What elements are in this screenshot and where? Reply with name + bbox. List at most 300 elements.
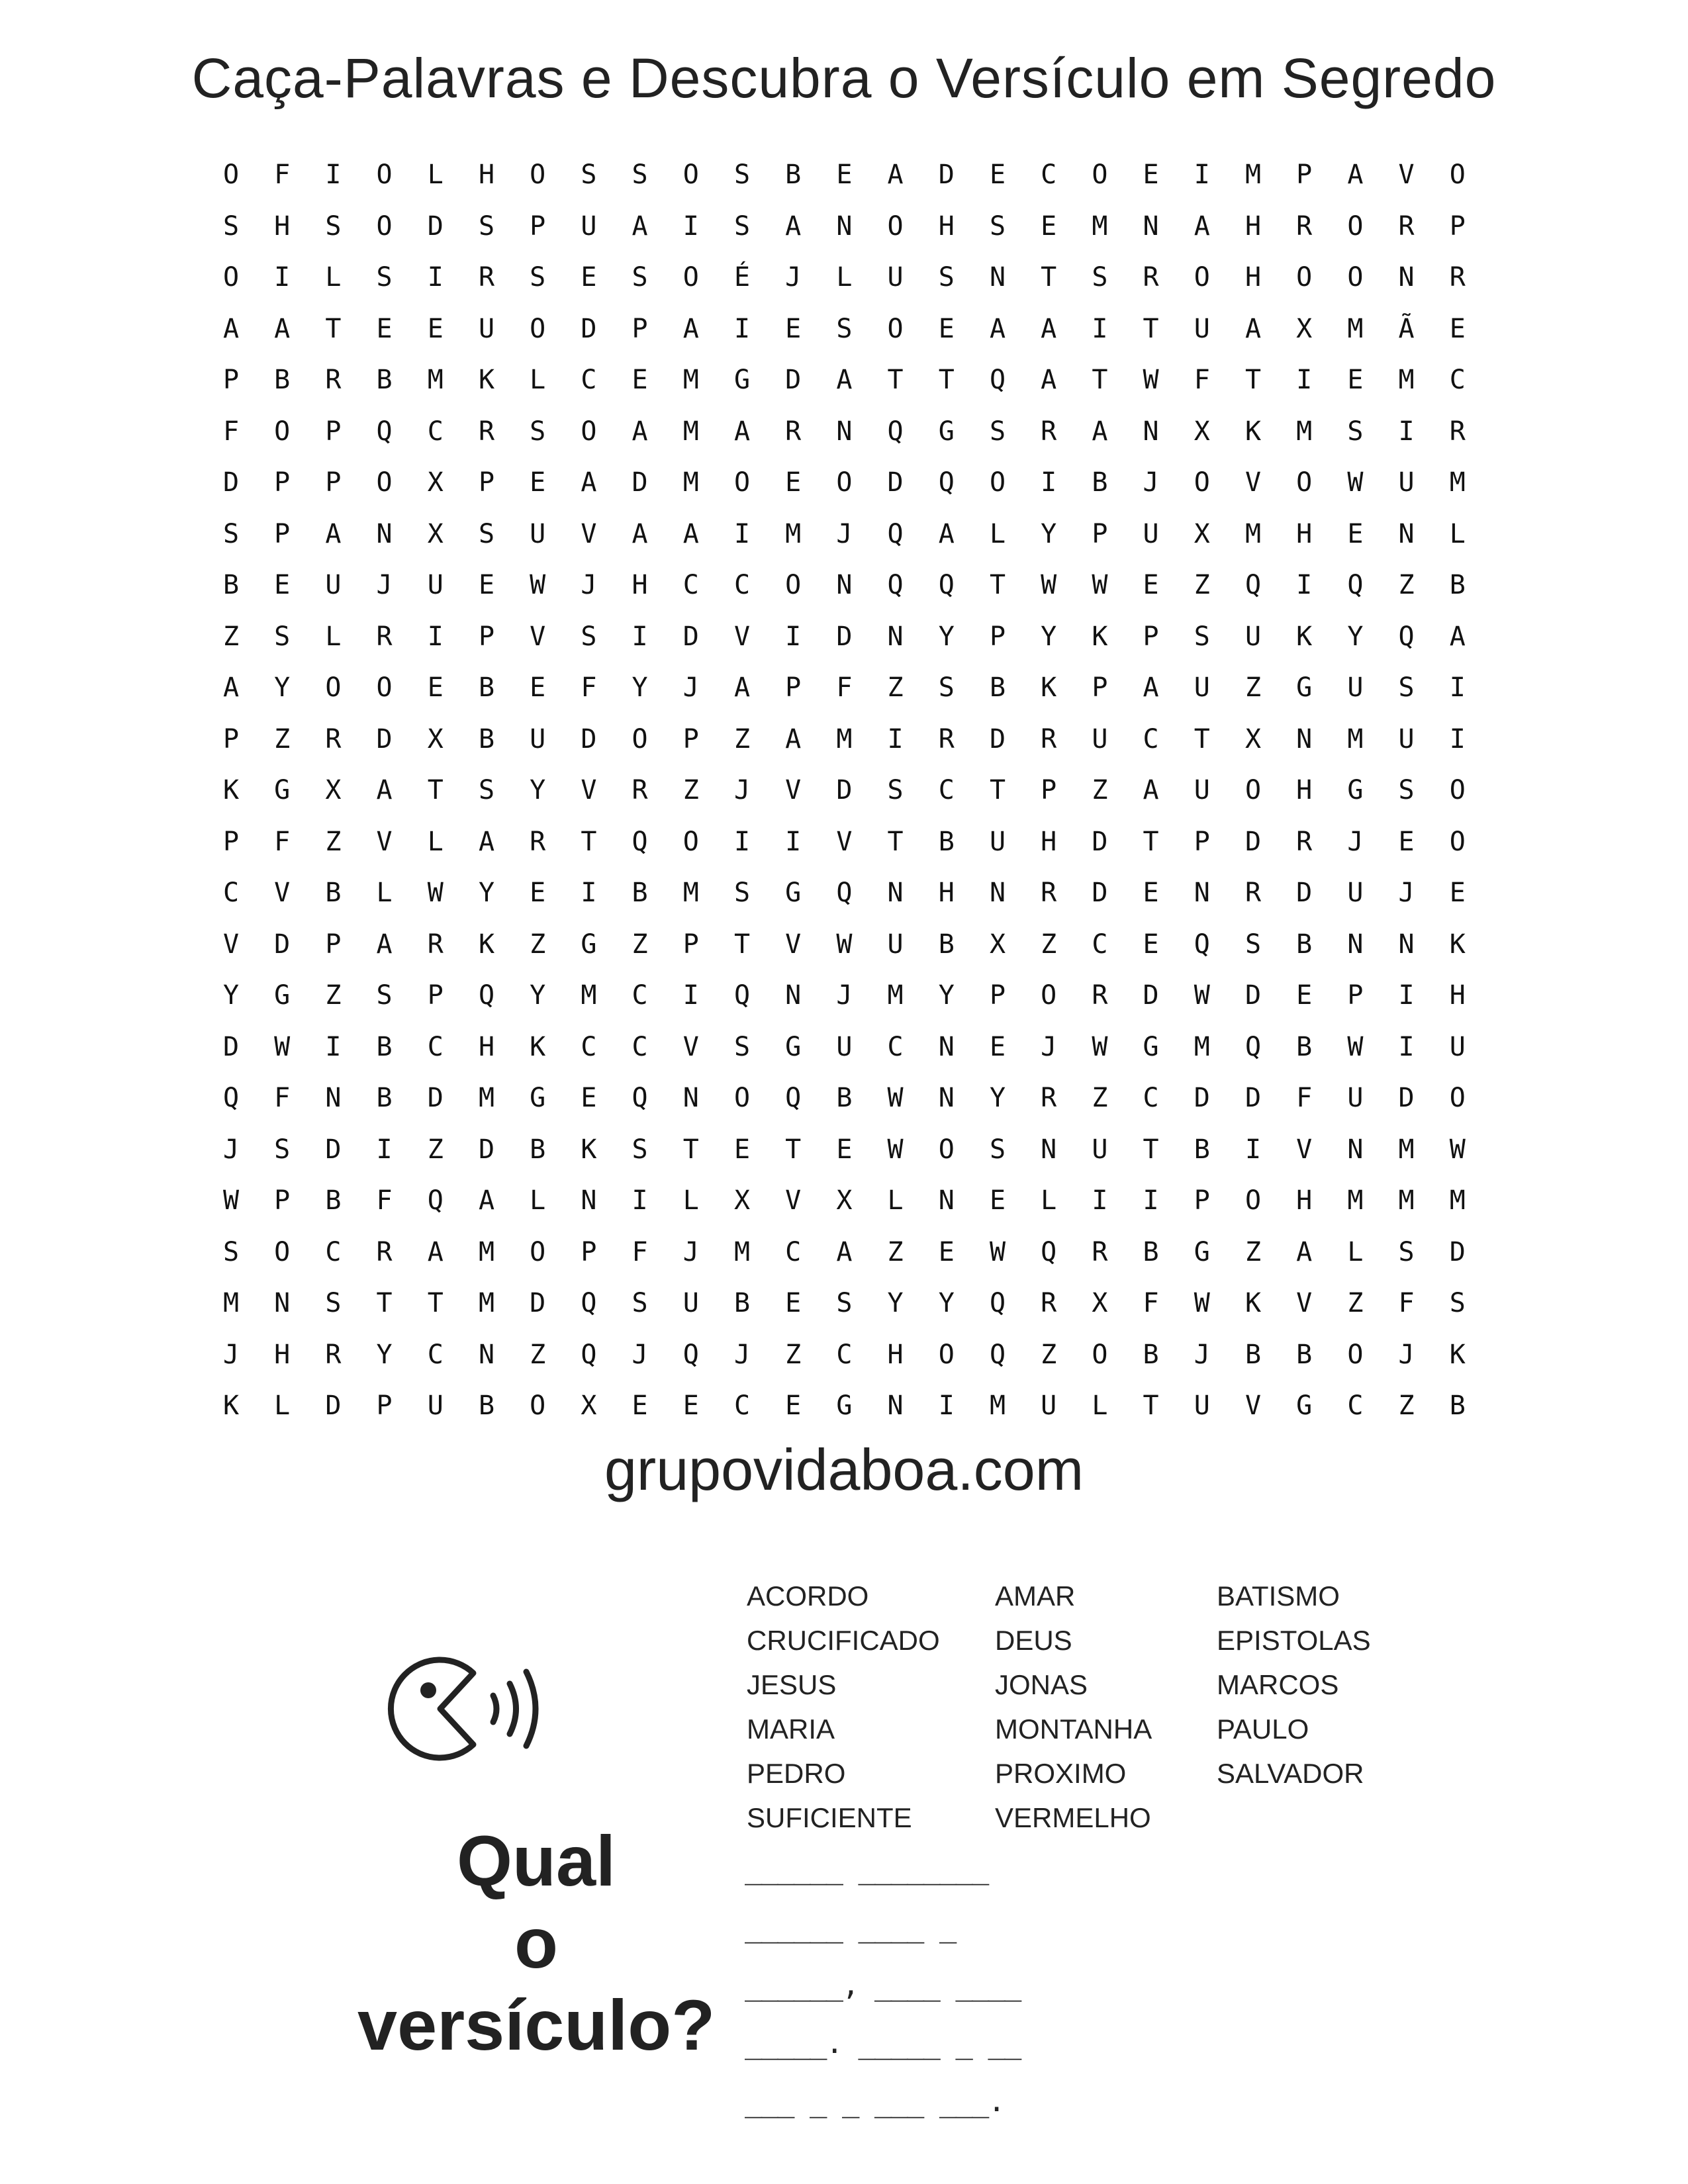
blank-line: ______, ____ ____ bbox=[745, 1968, 1021, 2002]
grid-letter: O bbox=[1244, 1185, 1262, 1216]
word-list-item: ACORDO bbox=[747, 1580, 869, 1612]
grid-letter: S bbox=[836, 313, 853, 344]
grid-letter: M bbox=[1398, 365, 1415, 395]
grid-letter: E bbox=[274, 570, 291, 600]
grid-letter: C bbox=[733, 570, 751, 600]
grid-letter: D bbox=[989, 723, 1006, 754]
grid-row bbox=[205, 970, 1483, 1021]
grid-letter: A bbox=[427, 1236, 444, 1267]
grid-letter: U bbox=[1041, 1390, 1057, 1421]
grid-letter: E bbox=[938, 1236, 955, 1267]
grid-letter: H bbox=[1449, 980, 1466, 1011]
grid-letter: O bbox=[682, 826, 699, 857]
grid-letter: S bbox=[632, 1134, 648, 1165]
word-list-item: SUFICIENTE bbox=[747, 1802, 912, 1833]
grid-letter: E bbox=[632, 365, 648, 395]
grid-letter: O bbox=[938, 1134, 955, 1165]
grid-row bbox=[205, 149, 1483, 201]
grid-letter: S bbox=[478, 210, 495, 242]
grid-letter: T bbox=[1143, 1134, 1159, 1165]
grid-letter: M bbox=[427, 365, 444, 395]
grid-letter: M bbox=[478, 1083, 495, 1113]
grid-letter: R bbox=[632, 775, 648, 805]
grid-letter: P bbox=[478, 467, 495, 498]
grid-row bbox=[205, 816, 1483, 868]
grid-letter: C bbox=[836, 1339, 853, 1370]
grid-letter: S bbox=[478, 775, 495, 805]
grid-letter: X bbox=[1194, 416, 1210, 447]
grid-letter: V bbox=[222, 929, 240, 960]
grid-letter: S bbox=[1244, 929, 1262, 960]
grid-letter: J bbox=[1194, 1339, 1210, 1370]
grid-letter: V bbox=[1296, 1134, 1313, 1165]
grid-letter: S bbox=[530, 416, 546, 447]
grid-letter: O bbox=[1449, 159, 1466, 190]
grid-letter: E bbox=[1143, 570, 1159, 600]
grid-row bbox=[205, 1329, 1483, 1381]
grid-letter: F bbox=[581, 672, 597, 703]
grid-letter: E bbox=[581, 1083, 597, 1113]
grid-letter: B bbox=[785, 159, 802, 190]
grid-letter: Y bbox=[887, 1288, 904, 1318]
grid-letter: Q bbox=[1244, 1031, 1262, 1062]
grid-letter: I bbox=[938, 1390, 955, 1421]
grid-letter: E bbox=[1347, 518, 1364, 549]
grid-letter: K bbox=[1041, 672, 1057, 703]
grid-letter: O bbox=[989, 467, 1006, 498]
grid-letter: P bbox=[376, 1390, 393, 1421]
grid-letter: C bbox=[1143, 1083, 1159, 1113]
grid-row bbox=[205, 1072, 1483, 1124]
grid-letter: N bbox=[836, 416, 853, 447]
word-list-item: PAULO bbox=[1217, 1713, 1309, 1745]
word-list-item: DEUS bbox=[995, 1625, 1072, 1656]
grid-letter: T bbox=[1143, 313, 1159, 344]
grid-letter: Y bbox=[1041, 621, 1057, 652]
grid-letter: R bbox=[1296, 826, 1313, 857]
grid-letter: E bbox=[1143, 159, 1159, 190]
grid-letter: F bbox=[376, 1185, 393, 1216]
grid-letter: B bbox=[222, 570, 240, 600]
grid-letter: P bbox=[222, 826, 240, 857]
grid-letter: N bbox=[938, 1185, 955, 1216]
grid-letter: A bbox=[938, 518, 955, 549]
grid-letter: Q bbox=[887, 416, 904, 447]
grid-letter: D bbox=[581, 723, 597, 754]
grid-letter: H bbox=[938, 210, 955, 242]
grid-letter: L bbox=[887, 1185, 904, 1216]
word-list-item: BATISMO bbox=[1217, 1580, 1340, 1612]
grid-letter: I bbox=[325, 159, 342, 190]
grid-letter: G bbox=[1296, 1390, 1313, 1421]
grid-letter: Z bbox=[1194, 570, 1210, 600]
grid-letter: U bbox=[427, 570, 444, 600]
grid-row bbox=[205, 662, 1483, 713]
grid-letter: D bbox=[1244, 980, 1262, 1011]
grid-letter: O bbox=[222, 262, 240, 293]
grid-letter: M bbox=[1244, 159, 1262, 190]
grid-letter: A bbox=[1143, 775, 1159, 805]
grid-letter: P bbox=[274, 1185, 291, 1216]
word-list-item: VERMELHO bbox=[995, 1802, 1151, 1833]
word-list-item: MONTANHA bbox=[995, 1713, 1152, 1745]
grid-letter: W bbox=[887, 1083, 904, 1113]
grid-letter: M bbox=[1398, 1134, 1415, 1165]
grid-letter: U bbox=[530, 518, 546, 549]
grid-letter: R bbox=[1041, 1083, 1057, 1113]
grid-letter: S bbox=[733, 159, 751, 190]
grid-letter: O bbox=[1296, 467, 1313, 498]
grid-letter: C bbox=[1041, 159, 1057, 190]
grid-letter: U bbox=[1194, 672, 1210, 703]
grid-letter: V bbox=[581, 518, 597, 549]
grid-letter: D bbox=[836, 621, 853, 652]
question-line: Qual bbox=[456, 1821, 616, 1901]
grid-letter: S bbox=[632, 159, 648, 190]
grid-letter: Z bbox=[1347, 1288, 1364, 1318]
grid-letter: X bbox=[427, 518, 444, 549]
grid-letter: S bbox=[1398, 775, 1415, 805]
grid-letter: L bbox=[1092, 1390, 1108, 1421]
grid-letter: C bbox=[427, 416, 444, 447]
grid-letter: Z bbox=[887, 1236, 904, 1267]
grid-letter: E bbox=[989, 1185, 1006, 1216]
grid-letter: I bbox=[581, 878, 597, 908]
grid-letter: S bbox=[222, 1236, 240, 1267]
grid-letter: E bbox=[1296, 980, 1313, 1011]
grid-letter: W bbox=[530, 570, 546, 600]
grid-letter: Y bbox=[478, 878, 495, 908]
grid-letter: D bbox=[325, 1134, 342, 1165]
grid-letter: I bbox=[1041, 467, 1057, 498]
grid-letter: S bbox=[632, 262, 648, 293]
grid-letter: O bbox=[1449, 1083, 1466, 1113]
grid-row bbox=[205, 1226, 1483, 1278]
grid-letter: O bbox=[1194, 467, 1210, 498]
grid-letter: T bbox=[887, 365, 904, 395]
grid-letter: N bbox=[887, 878, 904, 908]
grid-letter: D bbox=[1143, 980, 1159, 1011]
grid-letter: N bbox=[682, 1083, 699, 1113]
grid-letter: O bbox=[530, 1390, 546, 1421]
grid-row bbox=[205, 201, 1483, 252]
grid-row bbox=[205, 611, 1483, 662]
grid-letter: I bbox=[274, 262, 291, 293]
grid-letter: R bbox=[1092, 1236, 1108, 1267]
grid-letter: B bbox=[989, 672, 1006, 703]
grid-letter: J bbox=[1347, 826, 1364, 857]
grid-letter: S bbox=[478, 518, 495, 549]
grid-letter: J bbox=[222, 1134, 240, 1165]
grid-letter: T bbox=[733, 929, 751, 960]
grid-letter: I bbox=[733, 826, 751, 857]
grid-letter: N bbox=[1194, 878, 1210, 908]
grid-letter: A bbox=[989, 313, 1006, 344]
grid-letter: P bbox=[325, 467, 342, 498]
grid-letter: L bbox=[530, 365, 546, 395]
grid-letter: Q bbox=[581, 1339, 597, 1370]
grid-letter: T bbox=[785, 1134, 802, 1165]
grid-letter: G bbox=[1347, 775, 1364, 805]
grid-letter: R bbox=[325, 365, 342, 395]
grid-letter: Y bbox=[530, 980, 546, 1011]
grid-letter: P bbox=[682, 723, 699, 754]
grid-letter: M bbox=[1347, 723, 1364, 754]
grid-letter: V bbox=[1398, 159, 1415, 190]
grid-letter: D bbox=[887, 467, 904, 498]
grid-letter: M bbox=[989, 1390, 1006, 1421]
grid-letter: U bbox=[887, 929, 904, 960]
grid-letter: P bbox=[530, 210, 546, 242]
grid-letter: Q bbox=[1244, 570, 1262, 600]
grid-letter: L bbox=[325, 262, 342, 293]
grid-letter: O bbox=[1092, 159, 1108, 190]
grid-letter: Z bbox=[222, 621, 240, 652]
grid-letter: Q bbox=[989, 365, 1006, 395]
grid-letter: Z bbox=[887, 672, 904, 703]
grid-letter: G bbox=[274, 775, 291, 805]
grid-letter: Y bbox=[938, 980, 955, 1011]
grid-letter: G bbox=[785, 878, 802, 908]
grid-letter: M bbox=[682, 365, 699, 395]
word-list-item: AMAR bbox=[995, 1580, 1076, 1612]
grid-letter: Z bbox=[274, 723, 291, 754]
grid-letter: S bbox=[376, 980, 393, 1011]
grid-letter: Q bbox=[1194, 929, 1210, 960]
grid-letter: B bbox=[1092, 467, 1108, 498]
grid-letter: N bbox=[478, 1339, 495, 1370]
grid-letter: M bbox=[1449, 1185, 1466, 1216]
grid-letter: M bbox=[581, 980, 597, 1011]
grid-letter: A bbox=[1194, 210, 1210, 242]
grid-letter: P bbox=[682, 929, 699, 960]
grid-letter: B bbox=[376, 365, 393, 395]
grid-letter: N bbox=[938, 1083, 955, 1113]
grid-letter: S bbox=[1092, 262, 1108, 293]
grid-letter: Y bbox=[530, 775, 546, 805]
grid-letter: Y bbox=[938, 1288, 955, 1318]
grid-row bbox=[205, 713, 1483, 765]
grid-letter: O bbox=[222, 159, 240, 190]
grid-letter: S bbox=[1449, 1288, 1466, 1318]
grid-letter: M bbox=[733, 1236, 751, 1267]
grid-letter: X bbox=[325, 775, 342, 805]
grid-letter: Z bbox=[1092, 775, 1108, 805]
grid-letter: S bbox=[733, 210, 751, 242]
grid-letter: U bbox=[887, 262, 904, 293]
grid-letter: B bbox=[376, 1031, 393, 1062]
grid-letter: S bbox=[222, 518, 240, 549]
grid-letter: D bbox=[1296, 878, 1313, 908]
grid-letter: S bbox=[376, 262, 393, 293]
grid-letter: P bbox=[581, 1236, 597, 1267]
blank-line: ______ ________ bbox=[745, 1852, 988, 1886]
grid-letter: U bbox=[530, 723, 546, 754]
grid-letter: P bbox=[1194, 826, 1210, 857]
grid-letter: B bbox=[632, 878, 648, 908]
grid-letter: W bbox=[1347, 1031, 1364, 1062]
question-line: o bbox=[514, 1903, 558, 1983]
grid-letter: N bbox=[325, 1083, 342, 1113]
grid-letter: O bbox=[530, 313, 546, 344]
grid-letter: A bbox=[1449, 621, 1466, 652]
grid-letter: J bbox=[836, 518, 853, 549]
grid-letter: W bbox=[1449, 1134, 1466, 1165]
grid-letter: Q bbox=[427, 1185, 444, 1216]
grid-letter: Q bbox=[785, 1083, 802, 1113]
grid-letter: C bbox=[325, 1236, 342, 1267]
grid-letter: B bbox=[478, 723, 495, 754]
grid-letter: O bbox=[1244, 775, 1262, 805]
grid-letter: Z bbox=[1041, 929, 1057, 960]
grid-letter: W bbox=[836, 929, 853, 960]
grid-letter: E bbox=[376, 313, 393, 344]
grid-letter: W bbox=[427, 878, 444, 908]
grid-letter: H bbox=[478, 1031, 495, 1062]
grid-letter: A bbox=[785, 210, 802, 242]
grid-letter: E bbox=[836, 1134, 853, 1165]
grid-letter: G bbox=[530, 1083, 546, 1113]
grid-letter: L bbox=[376, 878, 393, 908]
blank-line: ___ _ _ ___ ___. bbox=[745, 2085, 1004, 2118]
grid-letter: Z bbox=[1398, 1390, 1415, 1421]
grid-letter: I bbox=[733, 518, 751, 549]
grid-letter: N bbox=[887, 621, 904, 652]
grid-letter: B bbox=[836, 1083, 853, 1113]
grid-letter: O bbox=[274, 416, 291, 447]
grid-letter: H bbox=[1296, 1185, 1313, 1216]
grid-letter: F bbox=[1296, 1083, 1313, 1113]
grid-letter: V bbox=[785, 929, 802, 960]
grid-letter: C bbox=[682, 570, 699, 600]
word-list-item: MARIA bbox=[747, 1713, 835, 1745]
grid-letter: N bbox=[1398, 262, 1415, 293]
grid-letter: U bbox=[1092, 1134, 1108, 1165]
question-line: versículo? bbox=[357, 1985, 716, 2065]
grid-letter: S bbox=[989, 416, 1006, 447]
grid-letter: A bbox=[1041, 313, 1057, 344]
grid-letter: V bbox=[530, 621, 546, 652]
grid-letter: P bbox=[427, 980, 444, 1011]
grid-letter: A bbox=[222, 672, 240, 703]
grid-letter: D bbox=[682, 621, 699, 652]
grid-letter: R bbox=[1041, 1288, 1057, 1318]
grid-letter: K bbox=[1092, 621, 1108, 652]
grid-letter: I bbox=[887, 723, 904, 754]
grid-letter: N bbox=[989, 262, 1006, 293]
grid-letter: N bbox=[1398, 518, 1415, 549]
grid-row bbox=[205, 251, 1483, 303]
grid-letter: U bbox=[1347, 878, 1364, 908]
grid-letter: Y bbox=[274, 672, 291, 703]
grid-letter: D bbox=[478, 1134, 495, 1165]
grid-letter: O bbox=[1449, 826, 1466, 857]
grid-letter: R bbox=[785, 416, 802, 447]
grid-letter: C bbox=[427, 1031, 444, 1062]
word-list-item: PROXIMO bbox=[995, 1758, 1127, 1789]
grid-letter: C bbox=[887, 1031, 904, 1062]
grid-letter: C bbox=[632, 1031, 648, 1062]
grid-letter: B bbox=[1449, 570, 1466, 600]
grid-letter: V bbox=[836, 826, 853, 857]
grid-letter: P bbox=[325, 929, 342, 960]
pacman-speaking-icon bbox=[381, 1635, 573, 1767]
word-list bbox=[747, 1580, 1409, 1832]
grid-letter: H bbox=[938, 878, 955, 908]
grid-letter: N bbox=[1296, 723, 1313, 754]
grid-letter: U bbox=[682, 1288, 699, 1318]
grid-letter: Z bbox=[530, 929, 546, 960]
grid-letter: Ã bbox=[1398, 313, 1415, 344]
grid-letter: Y bbox=[989, 1083, 1006, 1113]
grid-letter: J bbox=[785, 262, 802, 293]
grid-letter: R bbox=[530, 826, 546, 857]
grid-letter: T bbox=[682, 1134, 699, 1165]
grid-letter: A bbox=[836, 1236, 853, 1267]
grid-letter: X bbox=[1194, 518, 1210, 549]
grid-letter: W bbox=[222, 1185, 240, 1216]
grid-letter: D bbox=[427, 210, 444, 242]
grid-letter: A bbox=[478, 1185, 495, 1216]
grid-letter: W bbox=[1143, 365, 1159, 395]
grid-letter: S bbox=[581, 621, 597, 652]
grid-letter: P bbox=[632, 313, 648, 344]
grid-letter: E bbox=[1449, 878, 1466, 908]
grid-letter: N bbox=[785, 980, 802, 1011]
grid-letter: R bbox=[1244, 878, 1262, 908]
grid-letter: U bbox=[1449, 1031, 1466, 1062]
grid-letter: I bbox=[785, 826, 802, 857]
grid-letter: U bbox=[427, 1390, 444, 1421]
grid-letter: O bbox=[1194, 262, 1210, 293]
grid-letter: O bbox=[376, 672, 393, 703]
grid-letter: Y bbox=[938, 621, 955, 652]
grid-letter: I bbox=[1398, 1031, 1415, 1062]
grid-letter: H bbox=[274, 1339, 291, 1370]
grid-row bbox=[205, 1277, 1483, 1329]
grid-letter: R bbox=[325, 1339, 342, 1370]
grid-letter: I bbox=[1092, 1185, 1108, 1216]
grid-letter: R bbox=[478, 416, 495, 447]
grid-letter: T bbox=[581, 826, 597, 857]
grid-letter: U bbox=[1194, 1390, 1210, 1421]
grid-letter: I bbox=[427, 621, 444, 652]
grid-letter: O bbox=[376, 159, 393, 190]
grid-letter: I bbox=[1194, 159, 1210, 190]
grid-letter: M bbox=[222, 1288, 240, 1318]
grid-letter: J bbox=[682, 1236, 699, 1267]
grid-letter: A bbox=[274, 313, 291, 344]
grid-letter: O bbox=[376, 210, 393, 242]
grid-letter: H bbox=[632, 570, 648, 600]
grid-letter: S bbox=[1347, 416, 1364, 447]
grid-letter: K bbox=[1244, 1288, 1262, 1318]
word-list-item: CRUCIFICADO bbox=[747, 1625, 940, 1656]
grid-letter: Q bbox=[376, 416, 393, 447]
grid-row bbox=[205, 354, 1483, 406]
grid-letter: G bbox=[1143, 1031, 1159, 1062]
grid-letter: P bbox=[274, 518, 291, 549]
grid-letter: Q bbox=[682, 1339, 699, 1370]
grid-letter: X bbox=[836, 1185, 853, 1216]
grid-letter: M bbox=[1347, 313, 1364, 344]
grid-letter: B bbox=[733, 1288, 751, 1318]
grid-letter: C bbox=[938, 775, 955, 805]
grid-letter: S bbox=[938, 262, 955, 293]
grid-letter: O bbox=[376, 467, 393, 498]
grid-letter: Z bbox=[325, 826, 342, 857]
word-search-grid bbox=[205, 149, 1483, 1439]
